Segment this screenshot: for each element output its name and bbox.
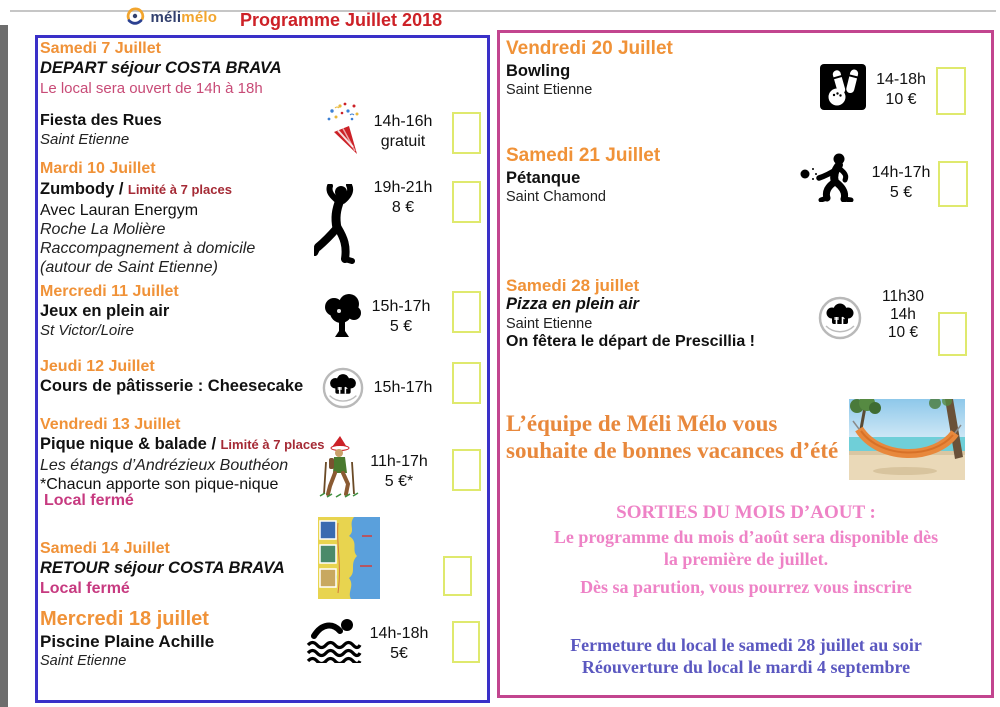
- event-time-price: [368, 297, 434, 337]
- vacation-line: L’équipe de Méli Mélo vous: [506, 411, 778, 436]
- bowling-icon: [820, 64, 866, 115]
- event-date: Samedi 28 juillet: [506, 276, 640, 295]
- event-details: [40, 201, 255, 277]
- event-detail-line: Roche La Molière: [40, 221, 166, 238]
- closure-line: Fermeture du local le samedi 28 juillet au soir: [570, 635, 922, 655]
- closure-line: Réouverture du local le mardi 4 septembre: [581, 657, 911, 677]
- event-place: Saint Etienne: [506, 316, 593, 332]
- event-title: Jeux en plein air: [40, 302, 170, 320]
- event-price: 5 €*: [384, 473, 414, 490]
- local-closed-note: Local fermé: [44, 492, 134, 509]
- event-detail-line: (autour de Saint Etienne): [40, 259, 218, 276]
- event-date: Mercredi 11 Juillet: [40, 283, 179, 300]
- event-title: Bowling: [506, 62, 571, 80]
- event-place: Saint Chamond: [506, 189, 606, 205]
- event-time-price: [370, 112, 436, 152]
- event-date: Vendredi 13 Juillet: [40, 416, 181, 433]
- registration-checkbox: [452, 362, 481, 404]
- event-time: 14h: [890, 306, 916, 323]
- event-date: Jeudi 12 Juillet: [40, 358, 155, 375]
- registration-checkbox: [452, 181, 481, 223]
- event-date: Mercredi 18 juillet: [40, 608, 209, 630]
- event-detail-line: *Chacun apporte son pique-nique: [40, 476, 279, 493]
- event-date: Samedi 7 Juillet: [40, 40, 161, 57]
- sub-event-place: Saint Etienne: [40, 131, 130, 148]
- sub-event-title: Fiesta des Rues: [40, 112, 162, 129]
- registration-checkbox: [452, 291, 481, 333]
- scan-edge-artifact: [0, 25, 8, 707]
- page-title: Programme Juillet 2018: [240, 10, 443, 30]
- event-time-price: [372, 378, 434, 398]
- event-detail-line: Les étangs d’Andrézieux Bouthéon: [40, 457, 289, 474]
- event-time-price: [366, 452, 432, 492]
- event-title: Pique nique & balade /: [40, 435, 217, 453]
- chef-hat-icon: [818, 296, 862, 345]
- local-closed-note: Local fermé: [40, 580, 130, 597]
- event-date: Samedi 14 Juillet: [40, 540, 170, 557]
- august-line: la première de juillet.: [663, 549, 829, 569]
- costa-brava-map: [318, 517, 380, 604]
- hiker-icon: [318, 436, 362, 505]
- event-price: 10 €: [885, 91, 917, 108]
- party-popper-icon: [326, 102, 368, 165]
- event-date: Mardi 10 Juillet: [40, 160, 156, 177]
- event-title: Piscine Plaine Achille: [40, 632, 215, 651]
- registration-checkbox: [452, 449, 481, 491]
- event-time-price: [874, 288, 932, 342]
- dancer-icon: [314, 184, 362, 269]
- event-price: 8 €: [391, 199, 415, 216]
- registration-checkbox: [936, 67, 966, 115]
- registration-checkbox: [938, 312, 967, 356]
- event-price: 5 €: [389, 318, 413, 335]
- registration-checkbox: [938, 161, 968, 207]
- event-place: St Victor/Loire: [40, 322, 134, 339]
- registration-checkbox: [443, 556, 472, 596]
- event-title: DEPART séjour COSTA BRAVA: [40, 59, 282, 77]
- event-price: 10 €: [887, 324, 919, 341]
- registration-checkbox: [452, 621, 480, 663]
- beach-photo: [849, 399, 965, 485]
- august-announcement: [505, 502, 987, 598]
- august-line: Dès sa parution, vous pourrez vous inscrire: [580, 577, 912, 597]
- swimmer-icon: [306, 615, 364, 668]
- event-note: On fêtera le départ de Prescillia !: [506, 333, 755, 350]
- limit-badge: Limité à 7 places: [127, 182, 232, 197]
- closure-notice: [505, 634, 987, 678]
- event-note: Le local sera ouvert de 14h à 18h: [40, 80, 263, 97]
- event-time: 19h-21h: [373, 179, 433, 196]
- vacation-message: [506, 410, 838, 464]
- event-price: gratuit: [380, 133, 426, 150]
- vacation-line: souhaite de bonnes vacances d’été: [506, 438, 839, 463]
- event-details: [40, 456, 288, 494]
- event-time: 11h-17h: [370, 453, 428, 470]
- chef-hat-icon: [322, 367, 364, 414]
- event-time-price: [370, 178, 436, 218]
- event-price: 5 €: [889, 184, 913, 201]
- limit-badge: Limité à 7 places: [220, 437, 325, 452]
- tree-icon: [322, 291, 362, 348]
- logo-text-meli: méli: [150, 9, 182, 26]
- event-time: 11h30: [882, 288, 924, 305]
- event-title: RETOUR séjour COSTA BRAVA: [40, 559, 285, 577]
- event-time-price: [366, 624, 432, 664]
- event-time-price: [868, 163, 934, 203]
- event-time: 14-18h: [876, 71, 926, 88]
- event-date: Samedi 21 Juillet: [506, 145, 661, 166]
- event-place: Saint Etienne: [506, 82, 593, 98]
- event-detail-line: Avec Lauran Energym: [40, 202, 199, 219]
- registration-checkbox: [452, 112, 481, 154]
- event-title: Zumbody /: [40, 180, 124, 198]
- event-title: Pétanque: [506, 169, 581, 187]
- logo-text-melo: mélo: [181, 9, 218, 26]
- event-place: Saint Etienne: [40, 653, 127, 669]
- event-title-row: [40, 180, 232, 199]
- meli-melo-logo-icon: [124, 5, 146, 32]
- event-time: 14h-17h: [871, 164, 931, 181]
- event-time-price: [870, 70, 932, 110]
- event-time: 15h-17h: [371, 298, 431, 315]
- event-date: Vendredi 20 Juillet: [506, 38, 673, 59]
- event-time: 14h-16h: [373, 113, 433, 130]
- event-price: 5€: [390, 645, 408, 662]
- event-title: Pizza en plein air: [506, 295, 639, 313]
- august-heading: SORTIES DU MOIS D’AOUT :: [616, 502, 876, 523]
- event-title: Cours de pâtisserie : Cheesecake: [40, 377, 304, 395]
- event-title-row: [40, 435, 325, 454]
- petanque-icon: [798, 152, 864, 207]
- event-detail-line: Raccompagnement à domicile: [40, 240, 256, 257]
- august-line: Le programme du mois d’août sera disponible dès: [553, 527, 939, 547]
- event-time: 15h-17h: [373, 379, 433, 396]
- meli-melo-logo: [124, 5, 217, 32]
- event-time: 14h-18h: [369, 625, 429, 642]
